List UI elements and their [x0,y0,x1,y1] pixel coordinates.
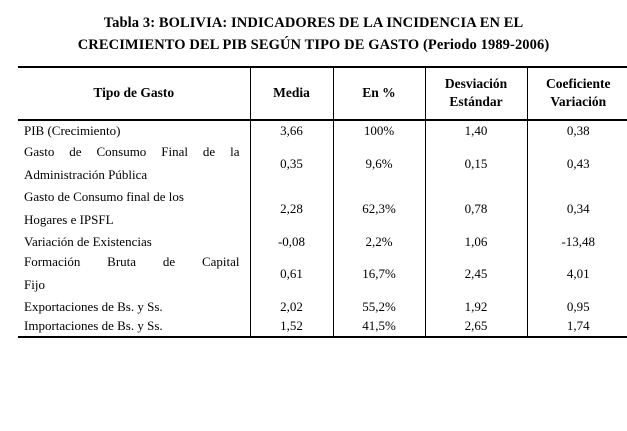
table-title-line-2: CRECIMIENTO DEL PIB SEGÚN TIPO DE GASTO (Periodo 1989-2006) [77,37,550,54]
table-row [18,232,627,252]
row-label-variacion-de-existencias: Variación de Existencias [24,233,152,249]
cell-coeficiente-variacion: 0,38 [527,120,627,141]
table-row [18,316,627,337]
table-body [18,120,627,337]
cell-coeficiente-variacion: 4,01 [527,251,627,297]
cell-desviacion-estandar: 1,40 [425,120,527,141]
table-row [18,297,627,317]
row-label-formacion-bruta-capital-fijo: Formación Bruta de Capital Fijo [24,254,240,293]
cell-coeficiente-variacion: 0,34 [527,186,627,232]
cell-en-porcentaje: 100% [333,120,425,141]
cell-en-porcentaje: 41,5% [333,316,425,337]
row-label-importaciones-bs-ss: Importaciones de Bs. y Ss. [18,316,250,337]
cell-en-porcentaje: 9,6% [333,141,425,187]
column-header-desviacion-estandar: Desviación Estándar [425,67,527,120]
cell-media: 2,28 [250,186,333,232]
cell-desviacion-estandar: 2,45 [425,251,527,297]
table-row [18,251,627,297]
table-header [18,67,627,120]
table-row [18,186,627,232]
cell-media: 0,35 [250,141,333,187]
column-header-media: Media [250,67,333,120]
cell-desviacion-estandar: 1,92 [425,297,527,317]
cell-desviacion-estandar: 0,15 [425,141,527,187]
column-header-coeficiente-variacion: Coeficiente Variación [527,67,627,120]
row-label-pib-crecimiento: PIB (Crecimiento) [24,123,121,139]
cell-media: 2,02 [250,297,333,317]
cell-media: 3,66 [250,120,333,141]
cell-desviacion-estandar: 1,06 [425,232,527,252]
table-row [18,141,627,187]
cell-en-porcentaje: 2,2% [333,232,425,252]
table-title [18,12,609,57]
cell-coeficiente-variacion: 0,95 [527,297,627,317]
table-title-line-1: Tabla 3: BOLIVIA: INDICADORES DE LA INCIDENCIA EN EL [103,15,524,31]
header-row [18,67,627,120]
column-header-en-porcentaje: En % [333,67,425,120]
cell-en-porcentaje: 62,3% [333,186,425,232]
row-label-gasto-consumo-final-administracion-publica: Gasto de Consumo Final de la Administración Pública [24,143,240,182]
cell-en-porcentaje: 16,7% [333,251,425,297]
table-row [18,120,627,141]
cell-en-porcentaje: 55,2% [333,297,425,317]
cell-media: -0,08 [250,232,333,252]
cell-desviacion-estandar: 0,78 [425,186,527,232]
cell-media: 0,61 [250,251,333,297]
cell-coeficiente-variacion: -13,48 [527,232,627,252]
cell-desviacion-estandar: 2,65 [425,316,527,337]
indicators-table [18,66,627,338]
cell-coeficiente-variacion: 0,43 [527,141,627,187]
row-label-exportaciones-bs-ss: Exportaciones de Bs. y Ss. [24,298,163,314]
cell-media: 1,52 [250,316,333,337]
cell-coeficiente-variacion: 1,74 [527,316,627,337]
row-label-gasto-consumo-final-hogares-ipsfl: Gasto de Consumo final de los Hogares e IPSFL [24,189,184,228]
column-header-tipo-de-gasto: Tipo de Gasto [18,67,250,120]
